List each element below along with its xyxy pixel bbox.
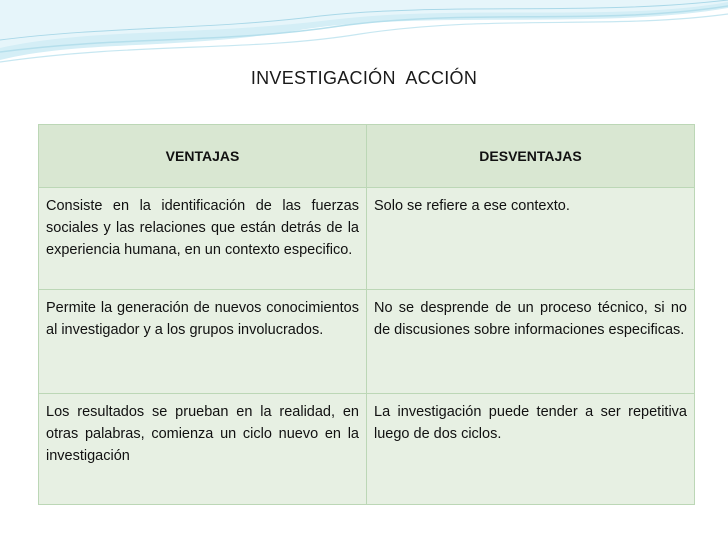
header-ventajas: VENTAJAS [39, 125, 367, 188]
cell-desventaja: La investigación puede tender a ser repetitiva luego de dos ciclos. [367, 394, 695, 505]
table-row [39, 394, 695, 505]
cell-ventaja: Permite la generación de nuevos conocimientos al investigador y a los grupos involucrados. [39, 290, 367, 394]
cell-desventaja: Solo se refiere a ese contexto. [367, 188, 695, 290]
table-header-row [39, 125, 695, 188]
table-row [39, 188, 695, 290]
cell-ventaja: Consiste en la identificación de las fuerzas sociales y las relaciones que están detrás de la experiencia humana, en un contexto especifico. [39, 188, 367, 290]
cell-ventaja: Los resultados se prueban en la realidad, en otras palabras, comienza un ciclo nuevo en la investigación [39, 394, 367, 505]
header-desventajas: DESVENTAJAS [367, 125, 695, 188]
comparison-table [38, 124, 695, 505]
cell-desventaja: No se desprende de un proceso técnico, si no de discusiones sobre informaciones especificas. [367, 290, 695, 394]
table-row [39, 290, 695, 394]
slide-title: INVESTIGACIÓN ACCIÓN [250, 68, 478, 88]
